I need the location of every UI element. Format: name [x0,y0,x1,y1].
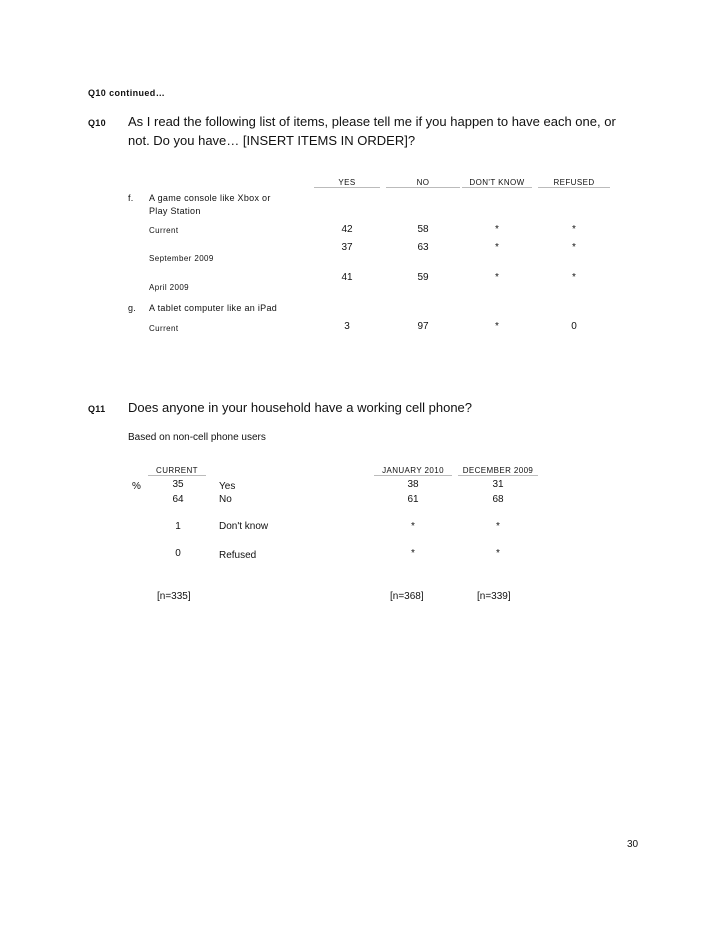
q11-yes-jan2010: 38 [407,479,419,490]
q11-ref-label: Refused [219,550,257,561]
q11-percent-sign: % [132,481,141,492]
q11-col-jan2010: JANUARY 2010 [374,466,452,476]
item-f-apr2009-dk: * [495,272,499,283]
q11-ref-dec2009: * [496,548,500,559]
q11-n-dec2009: [n=339] [477,591,511,602]
q11-yes-label: Yes [219,481,236,492]
q11-col-dec2009: DECEMBER 2009 [458,466,538,476]
item-g-current-dk: * [495,321,499,332]
item-f-current-ref: * [572,224,576,235]
item-g-text-line1: A tablet computer like an iPad [149,303,278,313]
q11-no-label: No [219,494,232,505]
q10-col-dont-know: DON'T KNOW [462,178,532,188]
item-f-current-yes: 42 [341,224,353,235]
q11-label: Q11 [88,404,106,414]
item-g-row-current-label: Current [149,324,179,333]
q11-base: Based on non-cell phone users [128,432,266,443]
item-f-sep2009-yes: 37 [341,242,353,253]
item-g-current-yes: 3 [344,321,350,332]
q11-dk-current: 1 [175,521,181,532]
q11-ref-current: 0 [175,548,181,559]
q11-dk-dec2009: * [496,521,500,532]
q10-question-line2: not. Do you have… [INSERT ITEMS IN ORDER]? [128,133,416,148]
item-f-row-sep2009-label: September 2009 [149,254,214,263]
page-number: 30 [627,839,639,850]
q11-yes-current: 35 [172,479,184,490]
q10-question-line1: As I read the following list of items, please tell me if you happen to have each one, or [128,114,616,129]
q11-no-dec2009: 68 [492,494,504,505]
item-f-sep2009-dk: * [495,242,499,253]
q10-col-no: NO [386,178,460,188]
item-g-letter: g. [128,303,137,313]
q11-n-current: [n=335] [157,591,191,602]
q11-no-jan2010: 61 [407,494,419,505]
item-f-sep2009-no: 63 [417,242,429,253]
item-f-apr2009-no: 59 [417,272,429,283]
item-f-row-current-label: Current [149,226,179,235]
q10-label: Q10 [88,118,106,128]
item-g-current-ref: 0 [571,321,577,332]
item-f-text-line1: A game console like Xbox or [149,193,271,203]
item-f-apr2009-yes: 41 [341,272,353,283]
item-f-letter: f. [128,193,134,203]
q11-n-jan2010: [n=368] [390,591,424,602]
q11-no-current: 64 [172,494,184,505]
q11-dk-jan2010: * [411,521,415,532]
q11-question: Does anyone in your household have a working cell phone? [128,400,473,415]
q11-col-current: CURRENT [148,466,206,476]
q10-col-refused: REFUSED [538,178,610,188]
q11-ref-jan2010: * [411,548,415,559]
item-f-row-apr2009-label: April 2009 [149,283,190,292]
item-g-current-no: 97 [417,321,429,332]
q10-col-yes: YES [314,178,380,188]
item-f-current-no: 58 [417,224,429,235]
q11-dk-label: Don't know [219,521,269,532]
item-f-text-line2: Play Station [149,206,201,216]
item-f-current-dk: * [495,224,499,235]
item-f-apr2009-ref: * [572,272,576,283]
item-f-sep2009-ref: * [572,242,576,253]
q11-yes-dec2009: 31 [492,479,504,490]
continued-label: Q10 continued… [88,88,166,98]
